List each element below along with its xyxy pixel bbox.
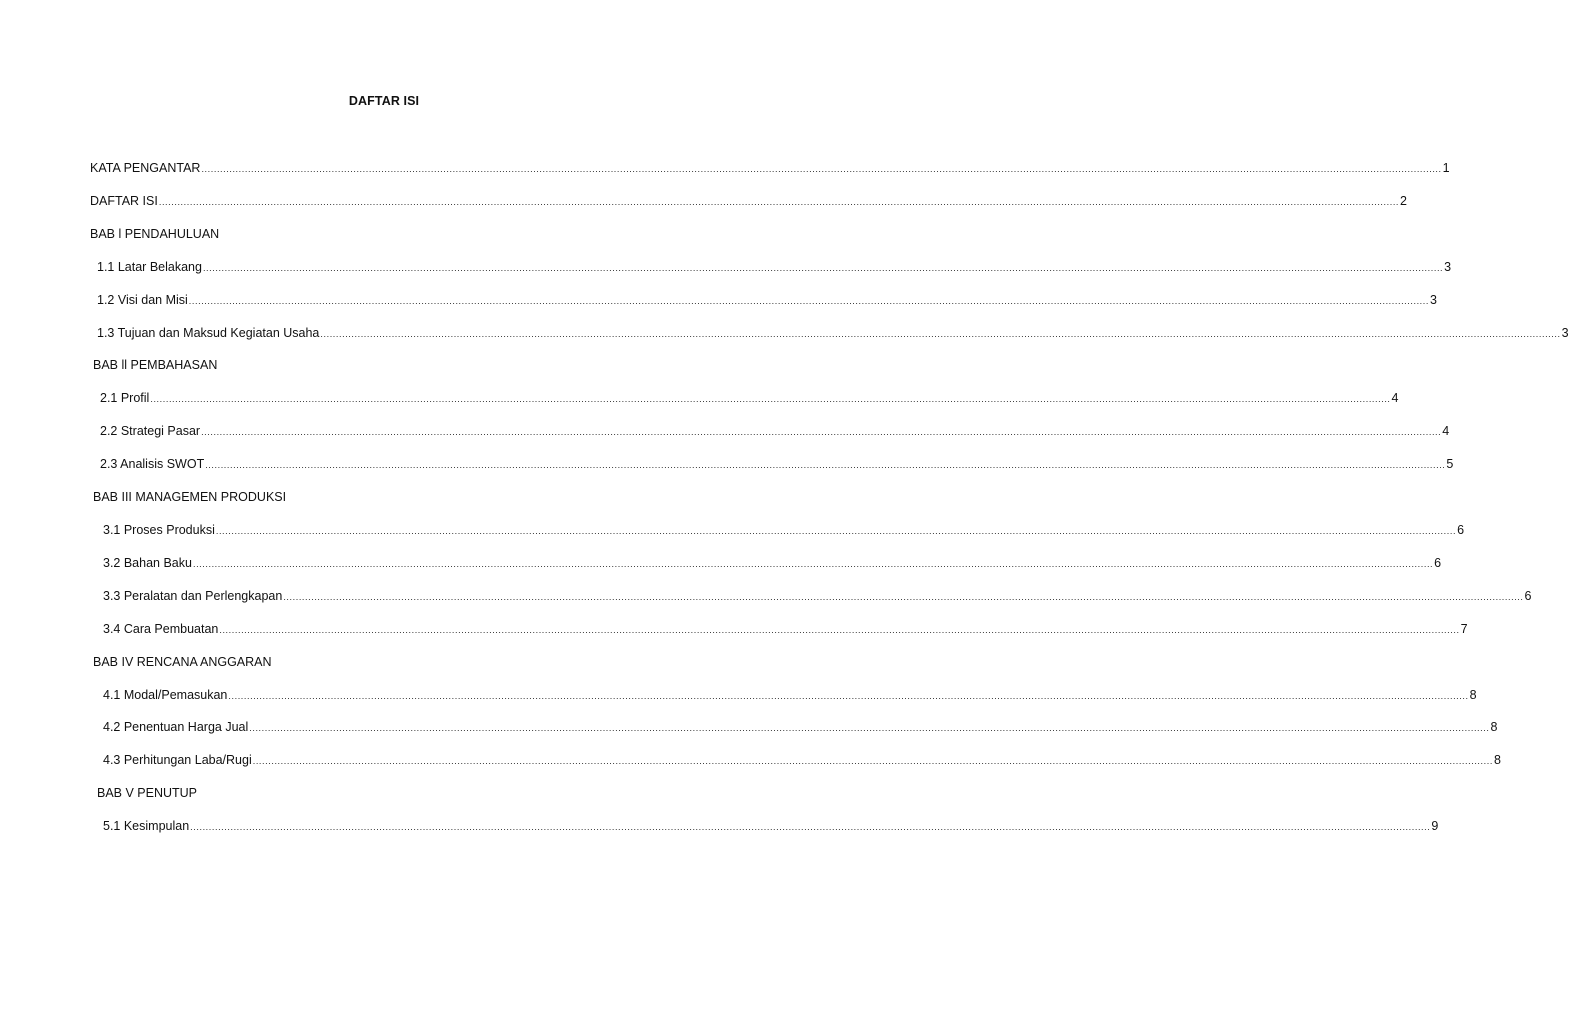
- dot-leader: ................................................................................................................................................................................................................................................................................................................................................................................................................: [190, 822, 1431, 832]
- toc-entry-page: 8: [1469, 688, 1477, 702]
- toc-entry-page: 4: [1391, 391, 1399, 405]
- toc-entry-page: 4: [1442, 424, 1450, 438]
- toc-entry: [103, 521, 1465, 539]
- toc-entry-label: 4.1 Modal/Pemasukan: [103, 688, 228, 702]
- toc-entry: [100, 455, 1454, 473]
- toc-entry: [103, 554, 1442, 572]
- toc-entry: [100, 389, 1399, 407]
- toc-entry: [97, 324, 1569, 342]
- toc-chapter-heading: BAB V PENUTUP: [97, 786, 198, 800]
- toc-entry: [103, 620, 1468, 638]
- toc-entry-page: 3: [1444, 260, 1452, 274]
- toc-entry-label: 4.3 Perhitungan Laba/Rugi: [103, 753, 252, 767]
- dot-leader: ................................................................................................................................................................................................................................................................................................................................................................................................................: [252, 756, 1493, 766]
- dot-leader: ................................................................................................................................................................................................................................................................................................................................................................................................................: [219, 625, 1460, 635]
- toc-entry-page: 3: [1561, 326, 1569, 340]
- toc-entry: [103, 686, 1477, 704]
- toc-entry-label: 2.2 Strategi Pasar: [100, 424, 201, 438]
- toc-entry: [103, 718, 1498, 736]
- toc-entry-label: 3.2 Bahan Baku: [103, 556, 192, 570]
- toc-entry-page: 5: [1446, 457, 1454, 471]
- toc-entry-label: KATA PENGANTAR: [90, 161, 201, 175]
- toc-entry-label: 3.1 Proses Produksi: [103, 523, 215, 537]
- toc-entry-page: 6: [1524, 589, 1532, 603]
- toc-entry-label: 1.3 Tujuan dan Maksud Kegiatan Usaha: [97, 326, 320, 340]
- toc-entry-label: 5.1 Kesimpulan: [103, 819, 190, 833]
- toc-chapter-heading: BAB III MANAGEMEN PRODUKSI: [93, 490, 287, 504]
- dot-leader: ................................................................................................................................................................................................................................................................................................................................................................................................................: [188, 296, 1429, 306]
- dot-leader: ................................................................................................................................................................................................................................................................................................................................................................................................................: [249, 723, 1490, 733]
- toc-entry-page: 1: [1442, 161, 1450, 175]
- dot-leader: ................................................................................................................................................................................................................................................................................................................................................................................................................: [205, 460, 1446, 470]
- toc-entry: [97, 258, 1452, 276]
- toc-entry-label: DAFTAR ISI: [90, 194, 158, 208]
- toc-entry: [90, 192, 1407, 210]
- toc-entry-page: 8: [1493, 753, 1501, 767]
- dot-leader: ................................................................................................................................................................................................................................................................................................................................................................................................................: [320, 329, 1561, 339]
- toc-entry-page: 9: [1431, 819, 1439, 833]
- dot-leader: ................................................................................................................................................................................................................................................................................................................................................................................................................: [215, 526, 1457, 536]
- toc-entry-label: 2.3 Analisis SWOT: [100, 457, 205, 471]
- dot-leader: ................................................................................................................................................................................................................................................................................................................................................................................................................: [158, 197, 1400, 207]
- toc-entry: [103, 817, 1439, 835]
- toc-entry: [90, 159, 1450, 177]
- toc-chapter-heading: BAB IV RENCANA ANGGARAN: [93, 655, 272, 669]
- toc-entry-page: 2: [1400, 194, 1407, 208]
- dot-leader: ................................................................................................................................................................................................................................................................................................................................................................................................................: [228, 691, 1469, 701]
- toc-chapter-heading: BAB ll PEMBAHASAN: [93, 358, 218, 372]
- toc-entry-label: 1.1 Latar Belakang: [97, 260, 202, 274]
- toc-chapter-heading: BAB l PENDAHULUAN: [90, 227, 220, 241]
- toc-entry-page: 3: [1430, 293, 1437, 307]
- toc-entry-label: 3.4 Cara Pembuatan: [103, 622, 219, 636]
- toc-entry-page: 6: [1457, 523, 1465, 537]
- toc-entry: [100, 422, 1450, 440]
- page-title: DAFTAR ISI: [348, 94, 420, 108]
- toc-entry-label: 1.2 Visi dan Misi: [97, 293, 188, 307]
- toc-entry-label: 3.3 Peralatan dan Perlengkapan: [103, 589, 283, 603]
- toc-entry: [103, 751, 1501, 769]
- toc-entry-page: 7: [1460, 622, 1468, 636]
- dot-leader: ................................................................................................................................................................................................................................................................................................................................................................................................................: [202, 263, 1444, 273]
- dot-leader: ................................................................................................................................................................................................................................................................................................................................................................................................................: [283, 592, 1524, 602]
- dot-leader: ................................................................................................................................................................................................................................................................................................................................................................................................................: [201, 164, 1442, 174]
- toc-entry-page: 8: [1490, 720, 1498, 734]
- toc-entry: [103, 587, 1532, 605]
- toc-entry: [97, 291, 1437, 309]
- dot-leader: ................................................................................................................................................................................................................................................................................................................................................................................................................: [192, 559, 1434, 569]
- toc-entry-page: 6: [1434, 556, 1442, 570]
- toc-entry-label: 2.1 Profil: [100, 391, 150, 405]
- dot-leader: ................................................................................................................................................................................................................................................................................................................................................................................................................: [201, 427, 1442, 437]
- toc-entry-label: 4.2 Penentuan Harga Jual: [103, 720, 249, 734]
- dot-leader: ................................................................................................................................................................................................................................................................................................................................................................................................................: [150, 394, 1391, 404]
